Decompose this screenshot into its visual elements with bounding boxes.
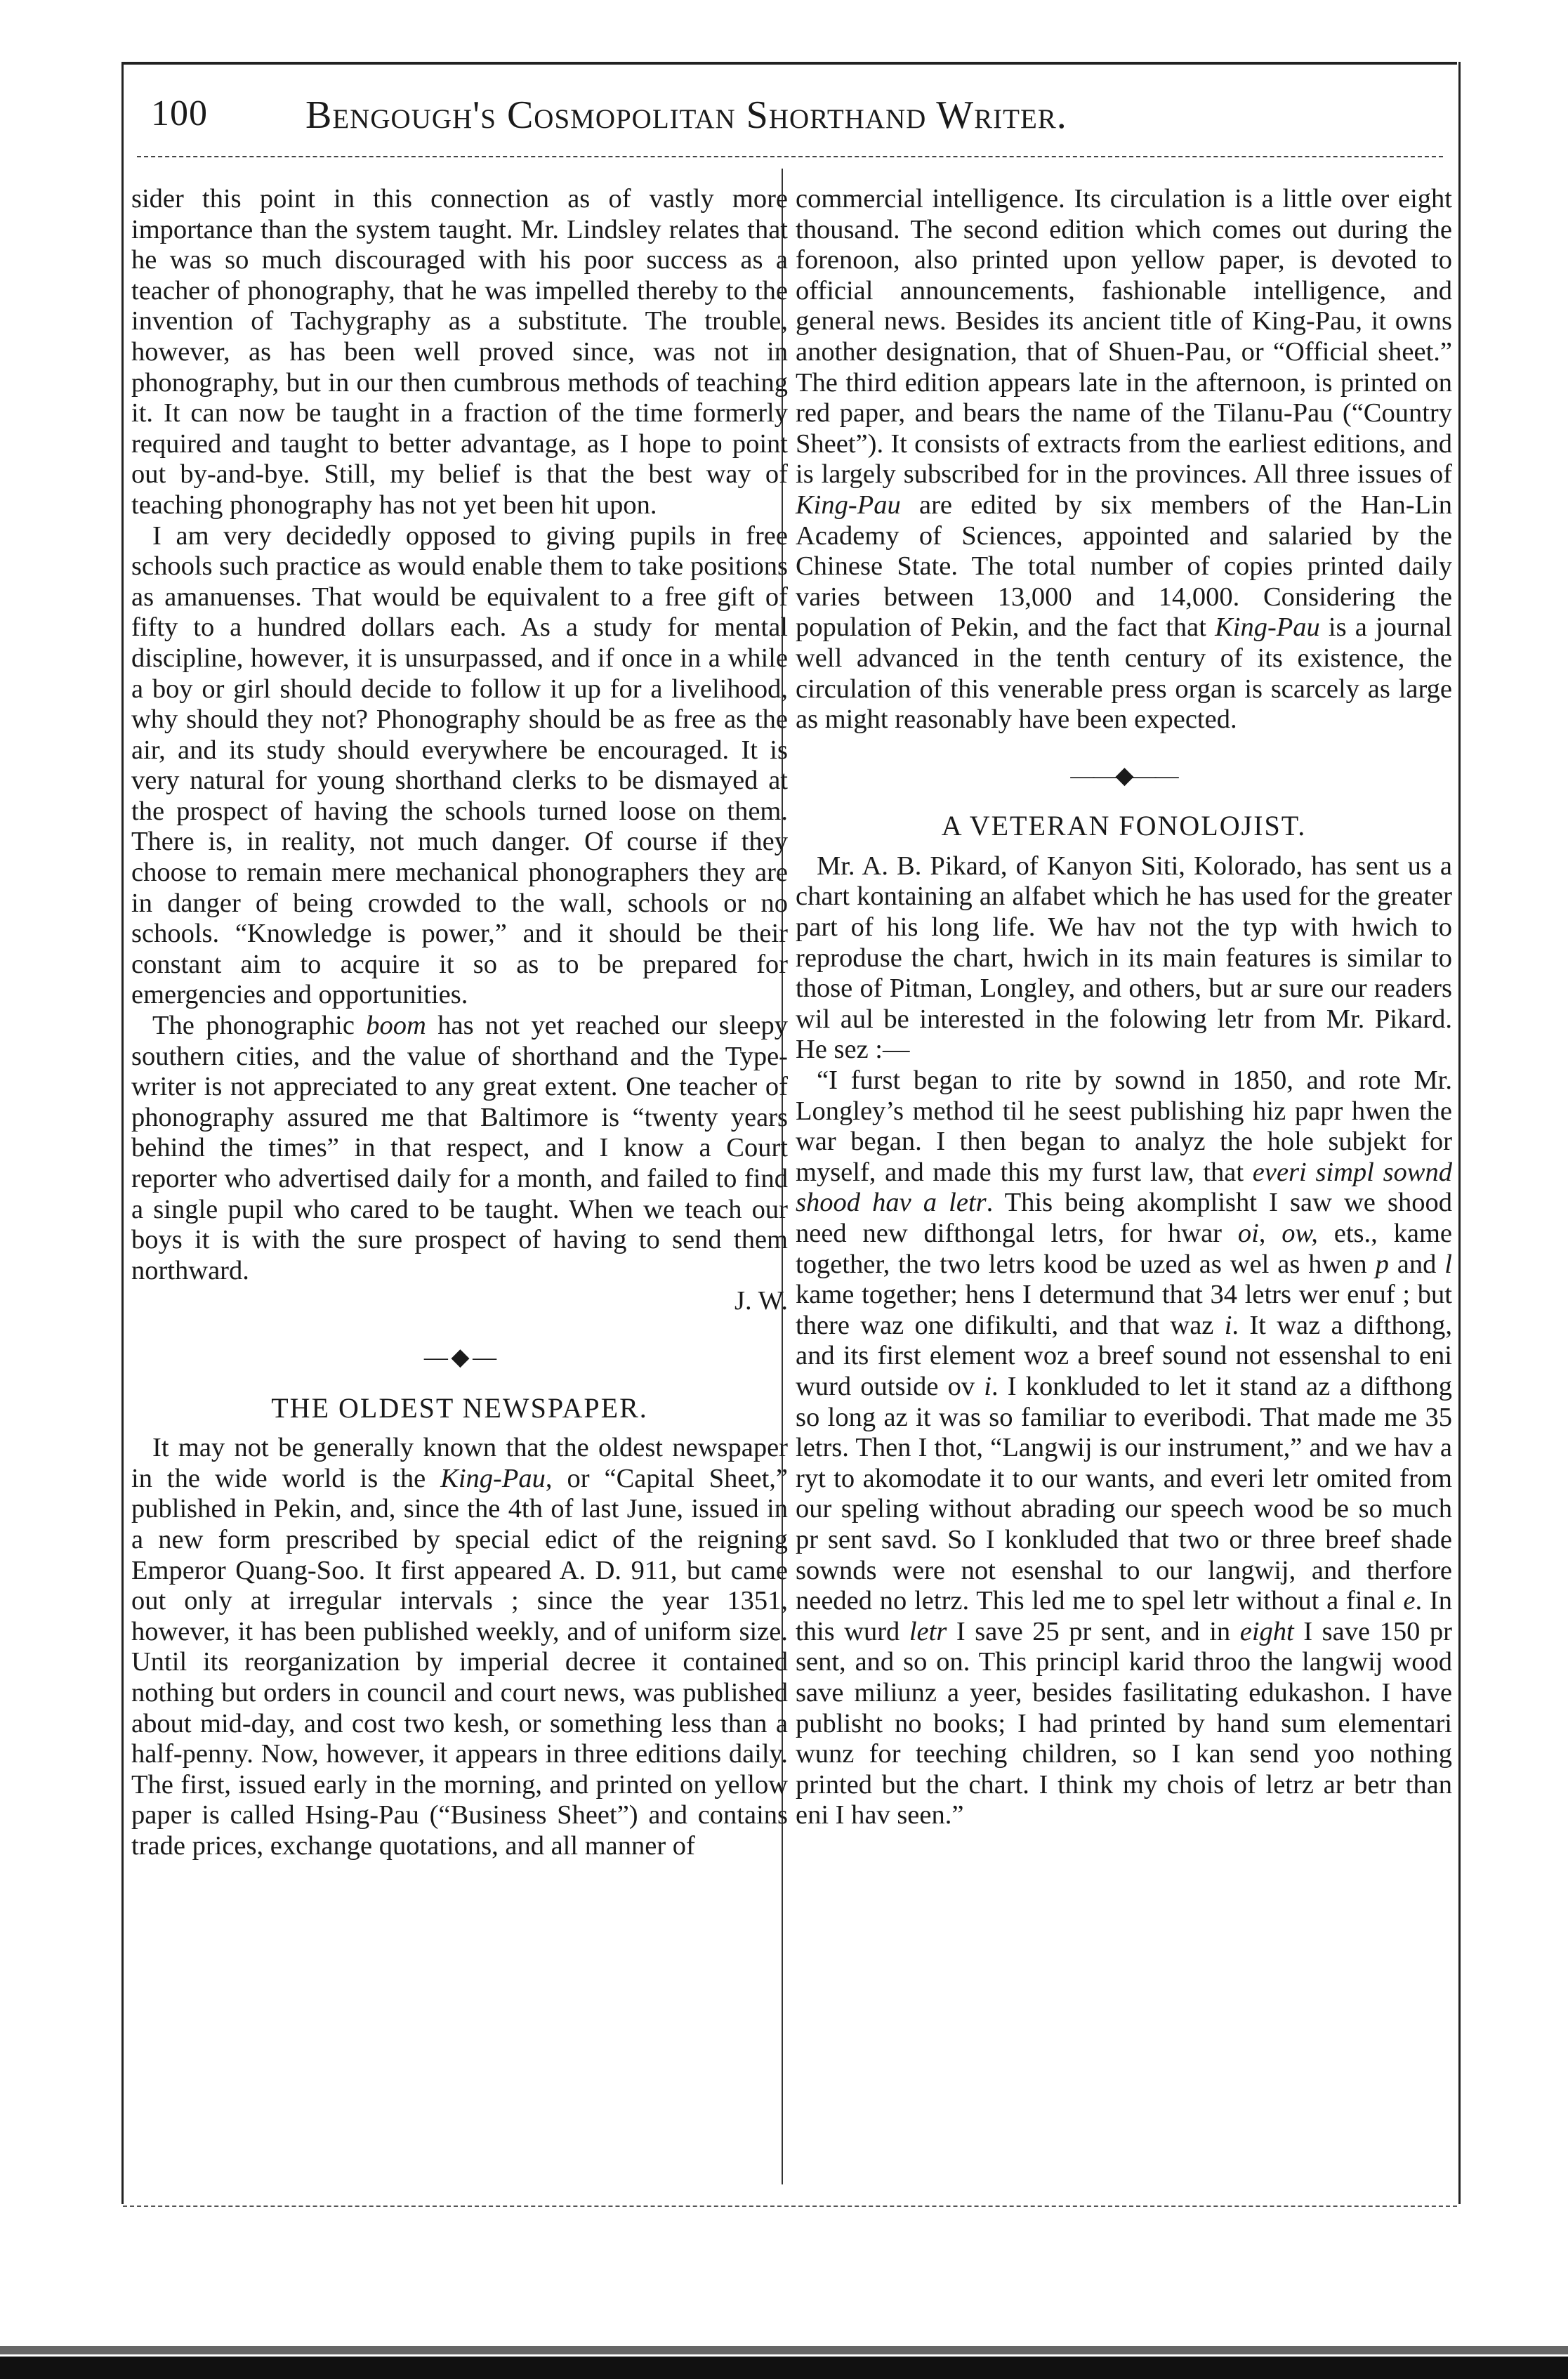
paragraph: I am very decidedly opposed to giving pupils in free schools such practice as would enable them to take positions as amanuenses. That would be equivalent to a free gift of fifty to a hundred dollars each. As a study for mental discipline, however, it is unsurpassed, and if once in a while a boy or girl should decide to follow it up for a livelihood, why should they not? Phonography should be as free as the air, and its study should everywhere be encouraged. It is very natural for young shorthand clerks to be dismayed at the prospect of having the schools turned loose on them. There is, in reality, not much danger. Of course if they choose to remain mere mechanical phonographers they are in danger of being crowded to the wall, schools or no schools. “Knowledge is power,” and it should be their constant aim to acquire it so as to be prepared for emergencies and opportunities. bbox=[131, 520, 788, 1010]
page-left-rule bbox=[121, 62, 124, 2204]
page-number: 100 bbox=[151, 93, 208, 133]
running-title: Bengough's Cosmopolitan Shorthand Writer. bbox=[305, 93, 1067, 137]
section-title: A VETERAN FONOLOJIST. bbox=[941, 810, 1307, 842]
author-signature: J. W. bbox=[734, 1286, 788, 1316]
paragraph: commercial intelligence. Its circulation is a little over eight thousand. The second edition which comes out during the forenoon, also printed upon yellow paper, is devoted to official announcements, fashionable intelligence, and general news. Besides its ancient title of King-Pau, it owns another designation, that of Shuen-Pau, or “Official sheet.” The third edition appears late in the afternoon, is printed on red paper, and bears the name of the Tilanu-Pau (“Country Sheet”). It consists of extracts from the earliest editions, and is largely subscribed for in the provinces. All three issues of King-Pau are edited by six members of the Han-Lin Academy of Sciences, appointed and salaried by the Chinese State. The total number of copies printed daily varies between 13,000 and 14,000. Considering the population of Pekin, and the fact that King-Pau is a journal well advanced in the tenth century of its existence, the circulation of this venerable press organ is scarcely as large as might reasonably have been expected. bbox=[796, 184, 1452, 735]
left-column bbox=[131, 184, 788, 1861]
scan-edge-shadow bbox=[0, 2346, 1568, 2354]
section-title: THE OLDEST NEWSPAPER. bbox=[271, 1391, 648, 1424]
right-column bbox=[796, 184, 1452, 1831]
page-right-rule bbox=[1458, 62, 1461, 2204]
paragraph: The phonographic boom has not yet reached our sleepy southern cities, and the value of shorthand and the Type-writer is not appreciated to any great extent. One teacher of phonography assured me that Baltimore is “twenty years behind the times” in that respect, and I know a Court reporter who advertised daily for a month, and failed to find a single pupil who cared to be taught. When we teach our boys it is with the sure prospect of having to send them northward. bbox=[131, 1011, 788, 1285]
paragraph: It may not be generally known that the oldest newspaper in the wide world is the King-Pau, or “Capital Sheet,” published in Pekin, and, since the 4th of last June, issued in a new form prescribed by special edict of the reigning Emperor Quang-Soo. It first appeared A. D. 911, but came out only at irregular intervals ; since the year 1351, however, it has been published weekly, and of uniform size. Until its reorganization by imperial decree it contained nothing but orders in council and court news, was published about mid-day, and cost two kesh, or something less than a half-penny. Now, however, it appears in three editions daily. The first, issued early in the morning, and printed on yellow paper is called Hsing-Pau (“Business Sheet”) and contains trade prices, exchange quotations, and all manner of bbox=[131, 1433, 788, 1861]
paragraph: “I furst began to rite by sownd in 1850, and rote Mr. Longley’s method til he seest publishing hiz papr hwen the war began. I then began to analyz the hole subjekt for myself, and made this my furst law, that everi simpl sownd shood hav a letr. This being akomplisht I saw we shood need new difthongal letrs, for hwar oi, ow, ets., kame together, the two letrs kood be uzed as wel as hwen p and l kame together; hens I determund that 34 letrs wer enuf ; but there waz one difikulti, and that waz i. It waz a difthong, and its first element woz a breef sound not essenshal to eni wurd outside ov i. I konkluded to let it stand az a difthong so long az it was so familiar to everibodi. That made me 35 letrs. Then I thot, “Langwij is our instrument,” and we hav a ryt to akomodate it to our wants, and everi letr omited from our speling without abrading our speech wood be so much pr sent savd. So I konkluded that two or three breef shade sownds were not esenshal to our langwij, and therfore needed no letrz. This led me to spel letr without a final e. In this wurd letr I save 25 pr sent, and in eight I save 150 pr sent, and so on. This principl karid throo the langwij wood save miliunz a yeer, besides fasilitating edukashon. I have publisht no books; I had printed by hand sum elementari wunz for teeching children, so I kan send yoo nothing printed but the chart. I think my chois of letrz ar betr than eni I hav seen.” bbox=[796, 1066, 1453, 1830]
scan-edge-band bbox=[0, 2357, 1568, 2379]
paragraph: Mr. A. B. Pikard, of Kanyon Siti, Kolorado, has sent us a chart kontaining an alfabet which he has used for the greater part of his long life. We hav not the typ with hwich to reproduse the chart, hwich in its main features is similar to those of Pitman, Longley, and others, but ar sure our readers wil aul be interested in the folowing letr from Mr. Pikard. He sez :— bbox=[796, 851, 1452, 1065]
paragraph: sider this point in this connection as of vastly more importance than the system taught. Mr. Lindsley relates that he was so much discouraged with his poor success as a teacher of phonography, that he was impelled thereby to the invention of Tachygraphy as a substitute. The trouble, however, as has been well proved since, was not in phonography, but in our then cumbrous methods of teaching it. It can now be taught in a fraction of the time formerly required and taught to better advantage, as I hope to point out by-and-bye. Still, my belief is that the best way of teaching phonography has not yet been hit upon. bbox=[131, 184, 788, 520]
header-rule bbox=[137, 156, 1443, 157]
section-ornament: ——◆—— bbox=[1070, 762, 1178, 789]
bottom-rule bbox=[123, 2206, 1457, 2207]
page-header bbox=[137, 84, 1443, 140]
section-ornament: — ◆ — bbox=[423, 1344, 496, 1370]
page-top-rule bbox=[123, 62, 1457, 65]
